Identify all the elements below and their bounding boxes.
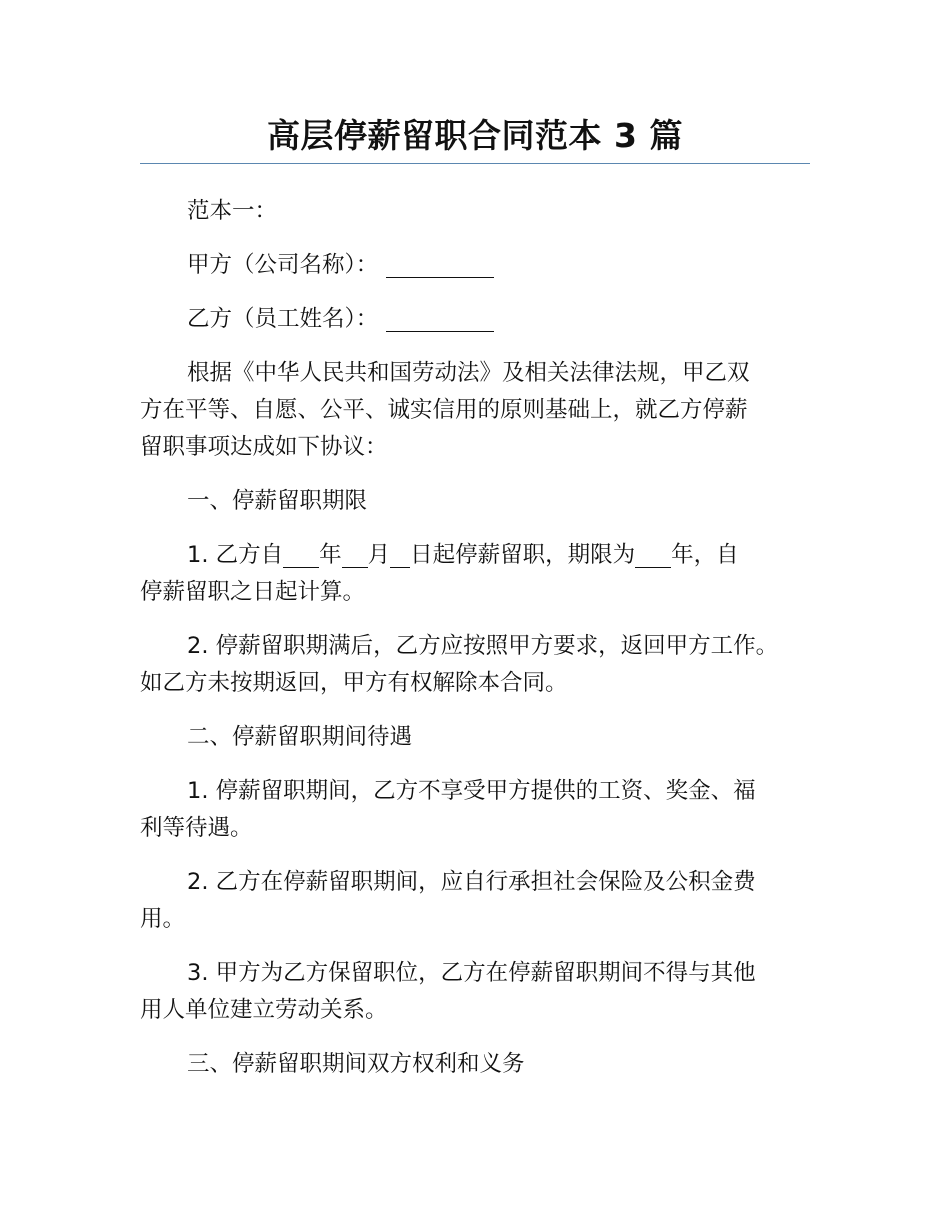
- duration-blank: [635, 539, 671, 568]
- party-b-blank: [386, 303, 494, 332]
- clause-1-1: 1. 乙方自 年 月 日起停薪留职，期限为 年，自 停薪留职之日起计算。: [140, 537, 824, 611]
- clause-2-3: 3. 甲方为乙方保留职位，乙方在停薪留职期间不得与其他 用人单位建立劳动关系。: [140, 960, 756, 1023]
- paragraph-party-b: [140, 301, 824, 338]
- clause-2-1: 1. 停薪留职期间，乙方不享受甲方提供的工资、奖金、福 利等待遇。: [140, 778, 756, 841]
- year-blank: [283, 539, 319, 568]
- title-divider: [140, 163, 810, 164]
- month-blank: [342, 539, 368, 568]
- section-heading-3: 三、停薪留职期间双方权利和义务: [187, 1051, 525, 1077]
- paragraph-template-label: 范本一：: [187, 198, 278, 224]
- paragraph-preamble: 根据《中华人民共和国劳动法》及相关法律法规，甲乙双 方在平等、自愿、公平、诚实信用的原则基础上，就乙方停薪 留职事项达成如下协议：: [140, 360, 750, 460]
- day-blank: [390, 539, 410, 568]
- party-a-label: 甲方（公司名称）：: [187, 252, 379, 278]
- section-heading-2: 二、停薪留职期间待遇: [187, 724, 413, 750]
- section-heading-1: 一、停薪留职期限: [187, 488, 368, 514]
- party-a-blank: [386, 249, 494, 278]
- document-body: [140, 193, 824, 1100]
- paragraph-party-a: [140, 247, 824, 284]
- document-title: 高层停薪留职合同范本 3 篇: [267, 116, 683, 155]
- clause-1-2: 2. 停薪留职期满后，乙方应按照甲方要求，返回甲方工作。 如乙方未按期返回，甲方有权解除本合同。: [140, 633, 779, 696]
- clause-2-2: 2. 乙方在停薪留职期间，应自行承担社会保险及公积金费 用。: [140, 869, 756, 932]
- party-b-label: 乙方（员工姓名）：: [187, 306, 379, 332]
